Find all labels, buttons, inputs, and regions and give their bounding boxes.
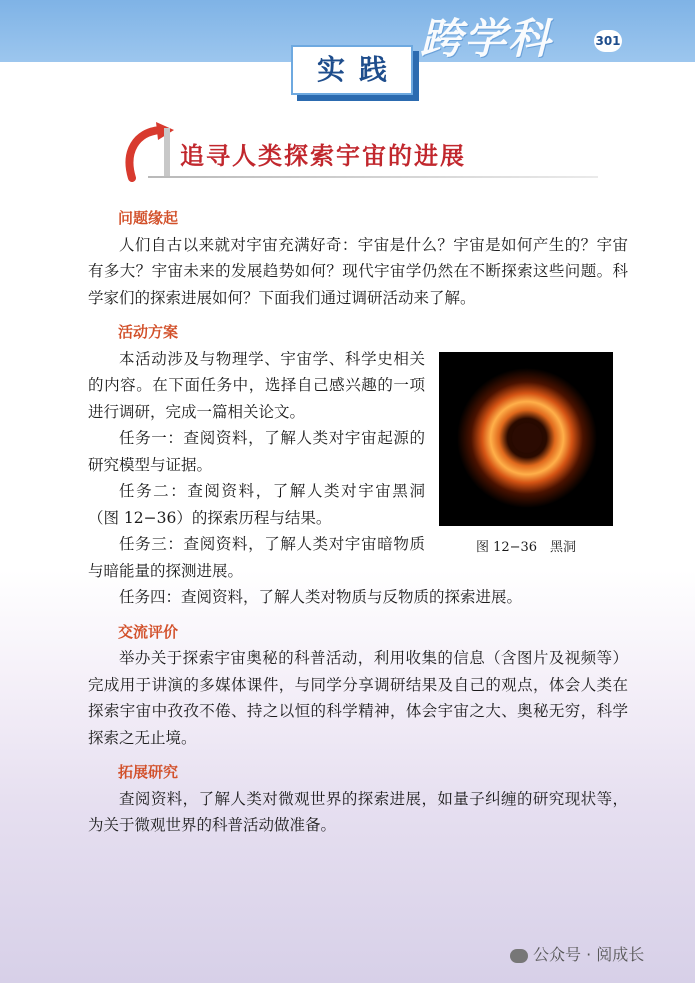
- heading-plan: 活动方案: [118, 323, 179, 341]
- figure-caption: 图 12−36 黑洞: [475, 540, 577, 555]
- title-bracket: [164, 128, 170, 178]
- heading-extension: 拓展研究: [118, 763, 179, 781]
- paragraph-origin: 人们自古以来就对宇宙充满好奇：宇宙是什么？宇宙是如何产生的？宇宙有多大？宇宙未来的发展趋势如何？现代宇宙学仍然在不断探索这些问题。科学家们的探索进展如何？下面我们通过调研活动来了解。: [88, 235, 628, 307]
- figure-black-hole: [439, 352, 613, 555]
- page-title: 追寻人类探索宇宙的进展: [180, 141, 466, 170]
- watermark: [510, 942, 644, 965]
- watermark-text: 公众号 · 阅成长: [533, 945, 645, 964]
- heading-origin: 问题缘起: [118, 209, 179, 227]
- title-underline: [148, 176, 598, 178]
- task-item: 任务三：查阅资料，了解人类对宇宙暗物质与暗能量的探测进展。: [88, 535, 425, 580]
- wechat-icon: [510, 949, 528, 963]
- title-banner: [118, 118, 598, 180]
- paragraph-extension: 查阅资料，了解人类对微观世界的探索进展，如量子纠缠的研究现状等，为关于微观世界的科普活动做准备。: [88, 789, 628, 834]
- subject-label: 跨学科: [420, 14, 553, 63]
- section-tag: [291, 45, 413, 95]
- page-number: 301: [594, 30, 622, 52]
- task-item: 任务四：查阅资料，了解人类对物质与反物质的探索进展。: [119, 588, 523, 606]
- heading-evaluation: 交流评价: [118, 622, 179, 641]
- task-item: 任务二：查阅资料，了解人类对宇宙黑洞（图 12−36）的探索历程与结果。: [88, 482, 425, 527]
- section-tag-label: 实践: [316, 53, 401, 86]
- paragraph-plan-intro: 本活动涉及与物理学、宇宙学、科学史相关的内容。在下面任务中，选择自己感兴趣的一项进行调研，完成一篇相关论文。: [88, 349, 425, 421]
- task-item: 任务一：查阅资料，了解人类对宇宙起源的研究模型与证据。: [88, 429, 425, 474]
- black-hole-image: [439, 352, 613, 526]
- paragraph-evaluation: 举办关于探索宇宙奥秘的科普活动，利用收集的信息（含图片及视频等）完成用于讲演的多媒体课件，与同学分享调研结果及自己的观点，体会人类在探索宇宙中孜孜不倦、持之以恒的科学精神，体会宇宙之大、奥秘无穷，科学探索之无止境。: [88, 649, 628, 747]
